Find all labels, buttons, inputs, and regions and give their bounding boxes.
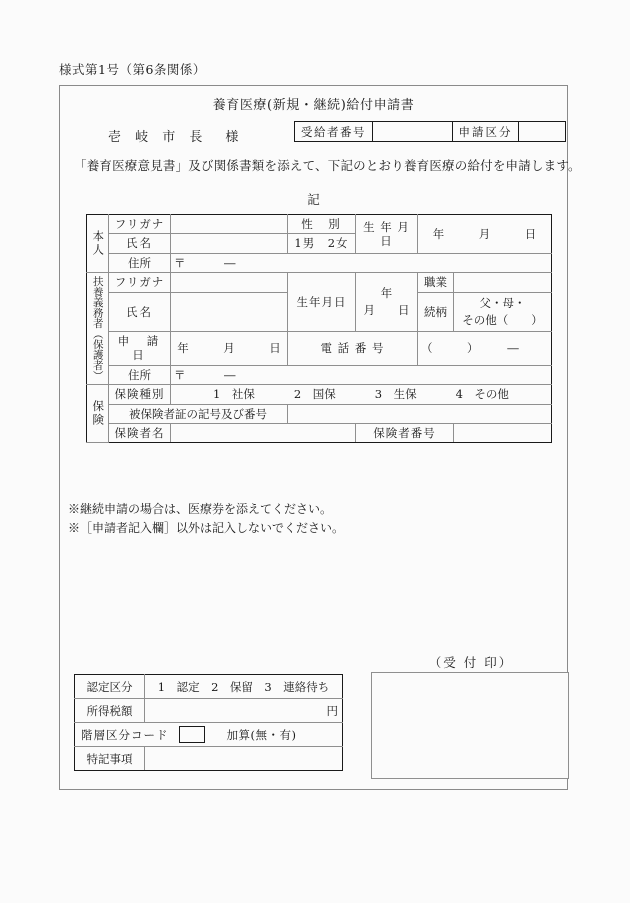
insurance-option-2[interactable]: 3 生保 — [374, 387, 417, 402]
guardian-birthdate-year: 年 — [380, 285, 393, 300]
certification-options[interactable]: 1 認定 2 保留 3 連絡待ち — [145, 675, 343, 699]
applicant-birthdate-field[interactable]: 年 月 日 — [418, 215, 552, 254]
insurance-side-label: 保険 — [87, 385, 109, 443]
applicant-gender-label: 性 別 — [288, 215, 356, 234]
receipt-stamp-box[interactable] — [371, 672, 569, 779]
insurance-option-3[interactable]: 4 その他 — [455, 387, 509, 402]
table-row — [87, 365, 552, 384]
applicant-furigana-field[interactable] — [171, 215, 288, 234]
guardian-furigana-label: フリガナ — [109, 273, 171, 292]
applicant-address-label: 住所 — [109, 253, 171, 272]
receipt-number-strip — [294, 121, 566, 142]
tier-code-field[interactable] — [169, 726, 205, 743]
applicant-postal-mark: 〒 ― — [174, 255, 237, 270]
insurance-card-number-field[interactable] — [288, 404, 552, 423]
statement-text: 「養育医療意見書」及び関係書類を添えて、下記のとおり養育医療の給付を申請します。 — [74, 158, 581, 173]
table-row — [87, 423, 552, 442]
applicant-address-field[interactable] — [171, 253, 552, 272]
form-number: 様式第1号（第6条関係） — [59, 62, 206, 77]
certification-label: 認定区分 — [75, 675, 145, 699]
form-notes — [68, 500, 344, 537]
form-outer-frame — [59, 85, 581, 790]
income-tax-field[interactable] — [145, 699, 343, 723]
insurer-name-label: 保険者名 — [109, 423, 171, 442]
guardian-relationship-label: 続柄 — [418, 292, 454, 332]
tier-code-row — [75, 723, 343, 747]
insurance-type-options[interactable] — [171, 385, 552, 404]
applicant-side-label: 本人 — [87, 215, 109, 273]
guardian-address-label: 住所 — [109, 365, 171, 384]
ki-marker: 記 — [307, 192, 320, 207]
table-row — [87, 404, 552, 423]
phone-label: 電 話 番 号 — [288, 332, 418, 366]
note-1: ※［申請者記入欄］以外は記入しないでください。 — [68, 520, 345, 535]
surcharge-label[interactable]: 加算(無・有) — [226, 727, 297, 742]
guardian-birthdate-label: 生年月日 — [288, 273, 356, 332]
application-type-field[interactable] — [519, 122, 565, 141]
guardian-name-label: 氏名 — [109, 292, 171, 332]
document-title: 養育医療(新規・継続)給付申請書 — [212, 98, 415, 113]
recipient-number-field[interactable] — [373, 122, 453, 141]
insurance-type-label: 保険種別 — [109, 385, 171, 404]
guardian-occupation-field[interactable] — [454, 273, 552, 292]
tier-code-box[interactable] — [179, 726, 205, 743]
guardian-furigana-field[interactable] — [171, 273, 288, 292]
income-tax-unit: 円 — [326, 703, 338, 718]
insurance-option-1[interactable]: 2 国保 — [293, 387, 336, 402]
insurance-option-0[interactable]: 1 社保 — [213, 387, 255, 402]
phone-field[interactable]: （ ） ― — [418, 332, 552, 366]
table-row — [87, 273, 552, 292]
guardian-occupation-label: 職業 — [418, 273, 454, 292]
table-row — [87, 215, 552, 234]
application-date-field[interactable]: 年 月 日 — [171, 332, 288, 366]
guardian-name-field[interactable] — [171, 292, 288, 332]
remarks-label: 特記事項 — [75, 747, 145, 771]
addressee-name: 壱 岐 市 長 — [108, 130, 208, 145]
guardian-side-label: 扶養義務者（保護者） — [87, 273, 109, 385]
table-row — [75, 699, 343, 723]
guardian-relationship-options[interactable] — [454, 292, 552, 332]
note-0: ※継続申請の場合は、医療券を添えてください。 — [68, 502, 333, 516]
recipient-number-label: 受給者番号 — [295, 122, 373, 141]
applicant-gender-options[interactable]: 1男 2女 — [288, 234, 356, 253]
applicant-name-field[interactable] — [171, 234, 288, 253]
applicant-birthdate-label: 生 年 月 日 — [356, 215, 418, 254]
addressee-honorific: 様 — [225, 130, 239, 145]
insurer-number-label: 保険者番号 — [356, 423, 454, 442]
applicant-name-label: 氏名 — [109, 234, 171, 253]
relationship-options-line1: 父・母・ — [479, 295, 526, 310]
insurer-number-field[interactable] — [454, 423, 552, 442]
table-row — [87, 385, 552, 404]
insurance-card-number-label: 被保険者証の記号及び番号 — [109, 404, 288, 423]
addressee-line — [108, 126, 238, 145]
table-row — [75, 675, 343, 699]
tier-code-label: 階層区分コード — [81, 727, 169, 742]
application-date-label: 申 請 日 — [109, 332, 171, 366]
remarks-field[interactable] — [145, 747, 343, 771]
relationship-options-line2: その他（ ） — [462, 312, 543, 327]
receipt-stamp-label: （受 付 印） — [428, 655, 514, 670]
guardian-birthdate-month-day: 月 日 — [363, 303, 410, 318]
table-row — [75, 723, 343, 747]
application-type-label: 申請区分 — [453, 122, 519, 141]
main-form-table — [86, 214, 552, 443]
guardian-postal-mark: 〒 ― — [174, 367, 237, 382]
admin-use-table — [74, 674, 343, 771]
table-row — [87, 253, 552, 272]
applicant-furigana-label: フリガナ — [109, 215, 171, 234]
table-row — [75, 747, 343, 771]
table-row — [87, 332, 552, 366]
guardian-address-field[interactable] — [171, 365, 552, 384]
guardian-birthdate-field[interactable] — [356, 273, 418, 332]
income-tax-label: 所得税額 — [75, 699, 145, 723]
insurer-name-field[interactable] — [171, 423, 356, 442]
